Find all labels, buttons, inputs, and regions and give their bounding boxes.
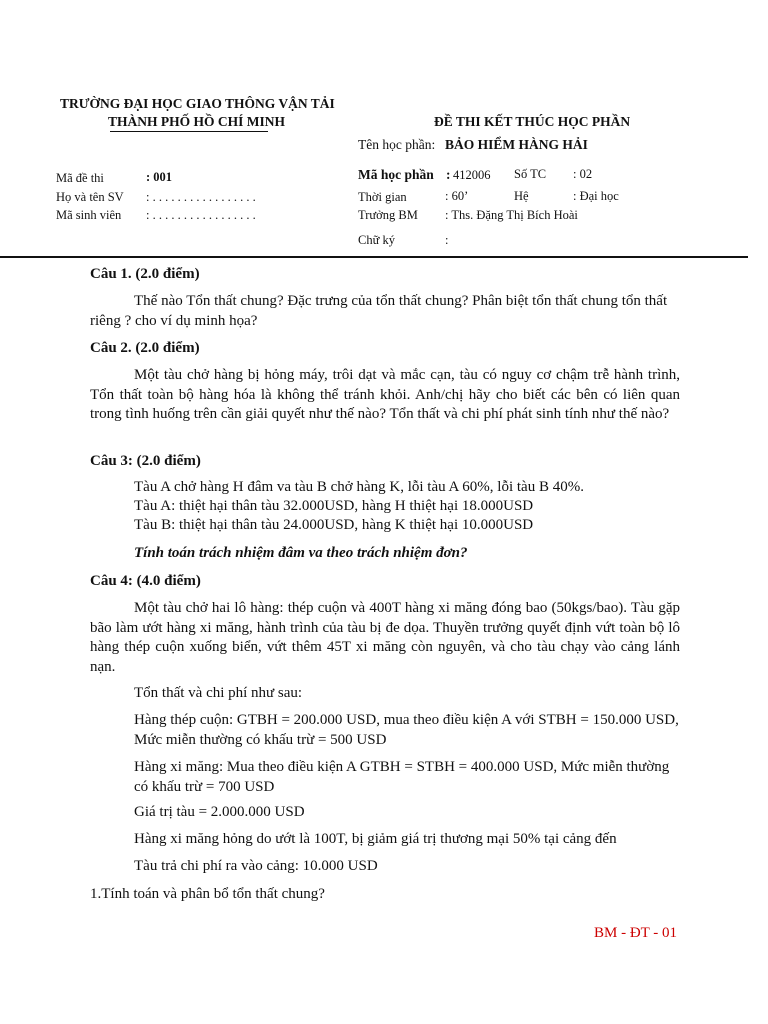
time-label: Thời gian: [358, 190, 407, 204]
q4-intro: Một tàu chở hai lô hàng: thép cuộn và 400T hàng xi măng đóng bao (50kgs/bao). Tàu gặp bão làm ướt hàng xi măng, hành trình của tàu bị đe dọa. Thuyền trưởng quyết định vứt toàn bộ lô hàng thép cuộn xuống biển, vứt thêm 45T xi măng còn nguyên, và cho tàu chạy vào cảng lánh nạn.: [90, 600, 680, 675]
q4-ship-value: Giá trị tàu = 2.000.000 USD: [134, 804, 305, 820]
q4-damaged-cement: Hàng xi măng hỏng do ướt là 100T, bị giảm giá trị thương mại 50% tại cảng đến: [134, 831, 617, 847]
system-value: : Đại học: [573, 189, 619, 203]
q3-line2: Tàu A: thiệt hại thân tàu 32.000USD, hàng H thiệt hại 18.000USD: [134, 498, 534, 514]
q3-line3: Tàu B: thiệt hại thân tàu 24.000USD, hàng K thiệt hại 10.000USD: [134, 517, 534, 533]
signature-value: :: [445, 233, 449, 247]
q4-steel: Hàng thép cuộn: GTBH = 200.000 USD, mua theo điều kiện A với STBH = 150.000 USD, Mức miễn thường có khấu trừ = 500 USD: [134, 712, 679, 748]
q3-task: Tính toán trách nhiệm đâm va theo trách nhiệm đơn?: [134, 545, 468, 561]
q3-line1: Tàu A chở hàng H đâm va tàu B chở hàng K, lỗi tàu A 60%, lỗi tàu B 40%.: [134, 479, 584, 495]
exam-code-value: : 001: [146, 170, 173, 184]
student-id-field: : . . . . . . . . . . . . . . . . .: [146, 208, 256, 222]
q4-losses-heading: Tổn thất và chi phí như sau:: [134, 685, 303, 701]
school-name-underline: [110, 131, 268, 132]
head-of-dept-value: : Ths. Đặng Thị Bích Hoài: [445, 208, 578, 222]
q4-cement: Hàng xi măng: Mua theo điều kiện A GTBH = STBH = 400.000 USD, Mức miễn thường có khấu trừ = 700 USD: [134, 759, 670, 795]
form-code: BM - ĐT - 01: [594, 925, 678, 941]
school-name-line1: TRƯỜNG ĐẠI HỌC GIAO THÔNG VẬN TẢI: [60, 96, 335, 111]
header-divider: [0, 256, 748, 258]
signature-label: Chữ ký: [358, 233, 395, 247]
credits-value: : 02: [573, 167, 593, 181]
credits-label: Số TC: [514, 167, 547, 181]
q2-title: Câu 2. (2.0 điểm): [90, 340, 200, 356]
q4-task-1: 1.Tính toán và phân bổ tổn thất chung?: [90, 886, 325, 902]
system-label: Hệ: [514, 189, 529, 203]
course-code-colon: :: [446, 167, 451, 182]
student-id-label: Mã sinh viên: [56, 208, 122, 222]
course-label: Tên học phần:: [358, 137, 436, 152]
student-name-field: : . . . . . . . . . . . . . . . . .: [146, 190, 256, 204]
q1-title: Câu 1. (2.0 điểm): [90, 266, 200, 282]
q4-title: Câu 4: (4.0 điểm): [90, 573, 201, 589]
school-name-line2: THÀNH PHỐ HỒ CHÍ MINH: [108, 114, 286, 129]
student-name-label: Họ và tên SV: [56, 190, 124, 204]
head-of-dept-label: Trưởng BM: [358, 208, 418, 222]
time-value: : 60’: [445, 189, 469, 203]
q2-text: Một tàu chở hàng bị hỏng máy, trôi dạt và mắc cạn, tàu có nguy cơ chậm trễ hành trình, Tổn thất toàn bộ hàng hóa là không thể tránh khỏi. Anh/chị hãy cho biết các bên có liên quan trong tình huống trên cần giải quyết như thế nào? Tổn thất và chi phí phát sinh tính như thế nào?: [90, 367, 680, 423]
q1-text: Thế nào Tổn thất chung? Đặc trưng của tổn thất chung? Phân biệt tổn thất chung tổn thất riêng ? cho ví dụ minh họa?: [90, 293, 668, 329]
exam-code-label: Mã đề thi: [56, 171, 104, 185]
q3-title: Câu 3: (2.0 điểm): [90, 453, 201, 469]
q4-port-cost: Tàu trả chi phí ra vào cảng: 10.000 USD: [134, 858, 378, 874]
course-code-label: Mã học phần: [358, 167, 434, 182]
exam-title: ĐỀ THI KẾT THÚC HỌC PHẦN: [434, 114, 631, 129]
course-code-value: 412006: [453, 168, 491, 182]
course-name: BẢO HIỂM HÀNG HẢI: [445, 137, 588, 152]
